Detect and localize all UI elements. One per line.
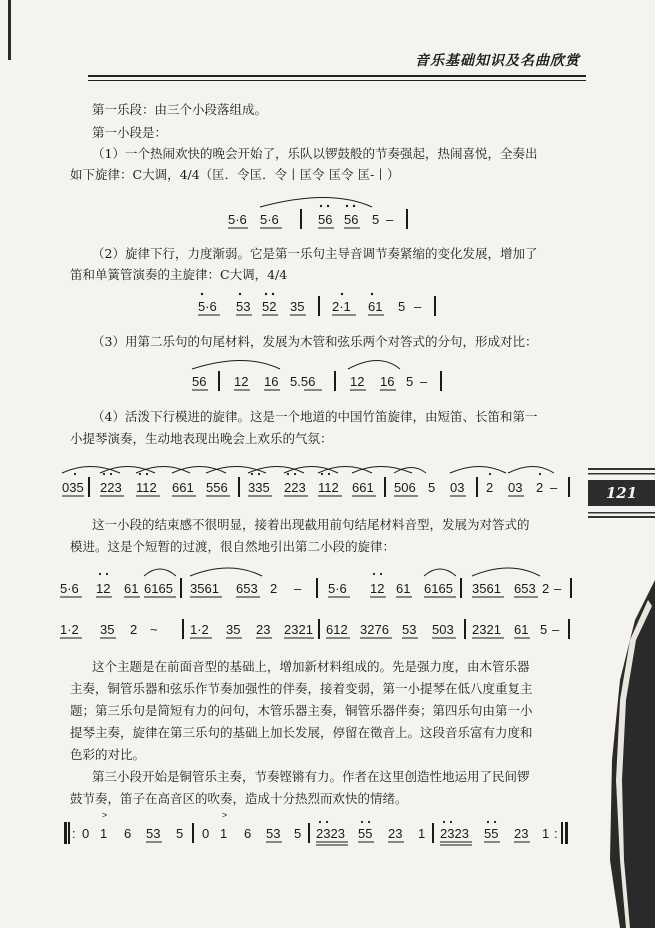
- notation-7-note: 2323: [316, 826, 345, 841]
- paragraph-4-line-2: 小提琴演奏，生动地表现出晚会上欢乐的气氛：: [70, 431, 333, 446]
- notation-7-note: 53: [266, 826, 281, 841]
- paragraph-2-line-1: （2）旋律下行，力度渐弱。它是第一乐句主导音调节奏紧缩的变化发展，增加了: [92, 246, 538, 261]
- notation-5-note: 3561: [190, 581, 219, 596]
- paragraph-2-line-2: 笛和单簧管演奏的主旋律：C大调，4/4: [70, 267, 288, 282]
- notation-1-note: 56: [344, 212, 359, 227]
- notation-6-note: 612: [326, 622, 348, 637]
- notation-2-note: 52: [262, 299, 277, 314]
- notation-6-note: 1·2: [190, 622, 209, 637]
- svg-text:>: >: [222, 810, 228, 820]
- notation-3-note: 12: [234, 374, 249, 389]
- paragraph-6-line-1: 这个主题是在前面音型的基础上，增加新材料组成的。先是强力度，由木管乐器: [92, 659, 530, 674]
- notation-5-note: 61: [124, 581, 139, 596]
- barline: [192, 823, 194, 843]
- notation-4-note: 112: [318, 480, 339, 495]
- notation-6-note: 503: [432, 622, 454, 637]
- notation-4-note: 112: [136, 480, 157, 495]
- notation-3-note: 56: [192, 374, 207, 389]
- notation-4-note: 335: [248, 480, 270, 495]
- notation-1-note: 5: [372, 212, 380, 227]
- notation-4-note: 556: [206, 480, 228, 495]
- paragraph-6-line-5: 色彩的对比。: [70, 747, 146, 762]
- repeat-end-barline: [565, 822, 568, 844]
- paragraph-1-line-1: （1）一个热闹欢快的晚会开始了，乐队以锣鼓般的节奏强起，热闹喜悦，全奏出: [92, 146, 538, 161]
- notation-1-note: 5·6: [260, 212, 279, 227]
- barline: [300, 209, 302, 229]
- notation-3-note: –: [420, 374, 428, 389]
- notation-6-note: 1·2: [60, 622, 79, 637]
- notation-6-note: 61: [514, 622, 529, 637]
- notation-2-note: 35: [290, 299, 305, 314]
- barline: [88, 477, 90, 497]
- repeat-start-barline-thin: [68, 822, 70, 844]
- notation-4-note: –: [550, 480, 558, 495]
- notation-2-note: –: [414, 299, 422, 314]
- notation-6-note: 5: [540, 622, 548, 637]
- notation-1-note: –: [386, 212, 394, 227]
- repeat-dots: :: [72, 826, 76, 841]
- notation-5-note: 61: [396, 581, 411, 596]
- notation-7-note: 53: [146, 826, 161, 841]
- paragraph-6-line-3: 题；第三乐句是简短有力的问句，木管乐器主奏，铜管乐器伴奏；第四乐句由第一小: [70, 703, 533, 718]
- notation-7-note: 0: [202, 826, 210, 841]
- barline: [406, 209, 408, 229]
- notation-1-note: 56: [318, 212, 333, 227]
- notation-5-note: –: [554, 581, 562, 596]
- notation-7-note: 1: [220, 826, 228, 841]
- barline: [308, 823, 310, 843]
- paragraph-5-line-2: 模进。这是个短暂的过渡，很自然地引出第二小段的旋律：: [70, 539, 396, 554]
- notation-3-note: 5.56: [290, 374, 316, 389]
- paragraph-5-line-1: 这一小段的结束感不很明显，接着出现截用前句结尾材料音型，发展为对答式的: [92, 517, 530, 532]
- notation-7-note: 2323: [440, 826, 469, 841]
- notation-4-note: 661: [352, 480, 374, 495]
- paragraph-1-line-2: 如下旋律：C大调，4/4（匡．令匡．令丨匡令 匡令 匡-丨）: [70, 167, 400, 182]
- barline: [570, 578, 572, 598]
- notation-7-note: 1: [418, 826, 426, 841]
- paragraph-subsection-label: 第一小段是：: [92, 125, 168, 140]
- notation-4-note: 223: [100, 480, 122, 495]
- notation-2-note: 5: [398, 299, 406, 314]
- notation-6-note: 2: [130, 622, 138, 637]
- notation-7-note: 23: [388, 826, 403, 841]
- notation-7-note: 6: [124, 826, 132, 841]
- notation-6-note: 3276: [360, 622, 389, 637]
- header-rule: [88, 75, 586, 77]
- binding-edge: [8, 0, 11, 60]
- notation-6-note: 2321: [284, 622, 313, 637]
- paragraph-6-line-4: 提琴主奏，旋律在第三乐句的基础上加长发展，停留在徵音上。这段音乐富有力度和: [70, 725, 533, 740]
- page-edge-shadow: [590, 560, 655, 928]
- barline: [318, 619, 320, 639]
- barline: [238, 477, 240, 497]
- notation-2-note: 2·1: [332, 299, 351, 314]
- notation-5-note: 12: [370, 581, 385, 596]
- svg-text:>: >: [102, 810, 108, 820]
- notation-7-note: 55: [484, 826, 499, 841]
- notation-5-note: –: [294, 581, 302, 596]
- notation-5-note: 653: [236, 581, 258, 596]
- notation-3-note: 5: [406, 374, 414, 389]
- notation-7-note: 55: [358, 826, 373, 841]
- notation-4-note: 03: [450, 480, 465, 495]
- notation-4-note: 5: [428, 480, 436, 495]
- notation-5-note: 6165: [424, 581, 453, 596]
- barline: [434, 296, 436, 316]
- notation-6-note: 35: [100, 622, 115, 637]
- paragraph-section-intro: 第一乐段：由三个小段落组成。: [92, 102, 268, 117]
- notation-5-note: 653: [514, 581, 536, 596]
- notation-4-note: 2: [486, 480, 494, 495]
- repeat-end-barline-thin: [561, 822, 563, 844]
- notation-3-note: 16: [264, 374, 279, 389]
- repeat-start-barline: [64, 822, 67, 844]
- notation-4-note: 223: [284, 480, 306, 495]
- barline: [568, 477, 570, 497]
- notation-5-note: 5·6: [328, 581, 347, 596]
- notation-7-note: 6: [244, 826, 252, 841]
- notation-2-note: 5·6: [198, 299, 217, 314]
- notation-5-note: 6165: [144, 581, 173, 596]
- barline: [440, 371, 442, 391]
- notation-7-note: 5: [176, 826, 184, 841]
- running-header: 音乐基础知识及名曲欣赏: [415, 53, 580, 69]
- barline: [180, 578, 182, 598]
- notation-4-note: 506: [394, 480, 416, 495]
- barline: [464, 619, 466, 639]
- header-rule-thin: [88, 80, 586, 81]
- notation-7-note: 1: [100, 826, 108, 841]
- paragraph-6-line-2: 主奏，铜管乐器和弦乐作节奏加强性的伴奏，接着变弱，第一小提琴在低八度重复主: [70, 681, 533, 696]
- notation-3-note: 16: [380, 374, 395, 389]
- page-number: 121: [588, 480, 655, 506]
- notation-7-note: 5: [294, 826, 302, 841]
- notation-4-note: 2: [536, 480, 544, 495]
- barline: [318, 296, 320, 316]
- barline: [568, 619, 570, 639]
- notation-4-note: 035: [62, 480, 84, 495]
- notation-5-note: 5·6: [60, 581, 79, 596]
- barline: [334, 371, 336, 391]
- barline: [384, 477, 386, 497]
- notation-4-note: 03: [508, 480, 523, 495]
- barline: [432, 823, 434, 843]
- notation-5-note: 3561: [472, 581, 501, 596]
- notation-7-note: 1: [542, 826, 550, 841]
- barline: [460, 578, 462, 598]
- barline: [182, 619, 184, 639]
- notation-2-note: 53: [236, 299, 251, 314]
- notation-5-note: 2: [270, 581, 278, 596]
- notation-6-note: 2321: [472, 622, 501, 637]
- notation-6-note: 23: [256, 622, 271, 637]
- barline: [316, 578, 318, 598]
- notation-7-note: 23: [514, 826, 529, 841]
- notation-6-note: 35: [226, 622, 241, 637]
- notation-6-note: –: [552, 622, 560, 637]
- paragraph-3: （3）用第二乐句的句尾材料，发展为木管和弦乐两个对答式的分句，形成对比：: [92, 334, 538, 349]
- notation-3-note: 12: [350, 374, 365, 389]
- paragraph-4-line-1: （4）活泼下行模进的旋律。这是一个地道的中国竹笛旋律，由短笛、长笛和第一: [92, 409, 538, 424]
- notation-5-note: 12: [96, 581, 111, 596]
- notation-1-note: 5·6: [228, 212, 247, 227]
- notation-7-note: 0: [82, 826, 90, 841]
- notation-6-note: ~: [150, 622, 158, 637]
- notation-2-note: 61: [368, 299, 383, 314]
- barline: [218, 371, 220, 391]
- notation-6-note: 53: [402, 622, 417, 637]
- notation-4-note: 661: [172, 480, 194, 495]
- paragraph-7-line-2: 鼓节奏，笛子在高音区的吹奏，造成十分热烈而欢快的情绪。: [70, 791, 408, 806]
- barline: [476, 477, 478, 497]
- paragraph-7-line-1: 第三小段开始是铜管乐主奏，节奏铿锵有力。作者在这里创造性地运用了民间锣: [92, 769, 530, 784]
- repeat-dots-end: :: [554, 826, 558, 841]
- notation-5-note: 2: [542, 581, 550, 596]
